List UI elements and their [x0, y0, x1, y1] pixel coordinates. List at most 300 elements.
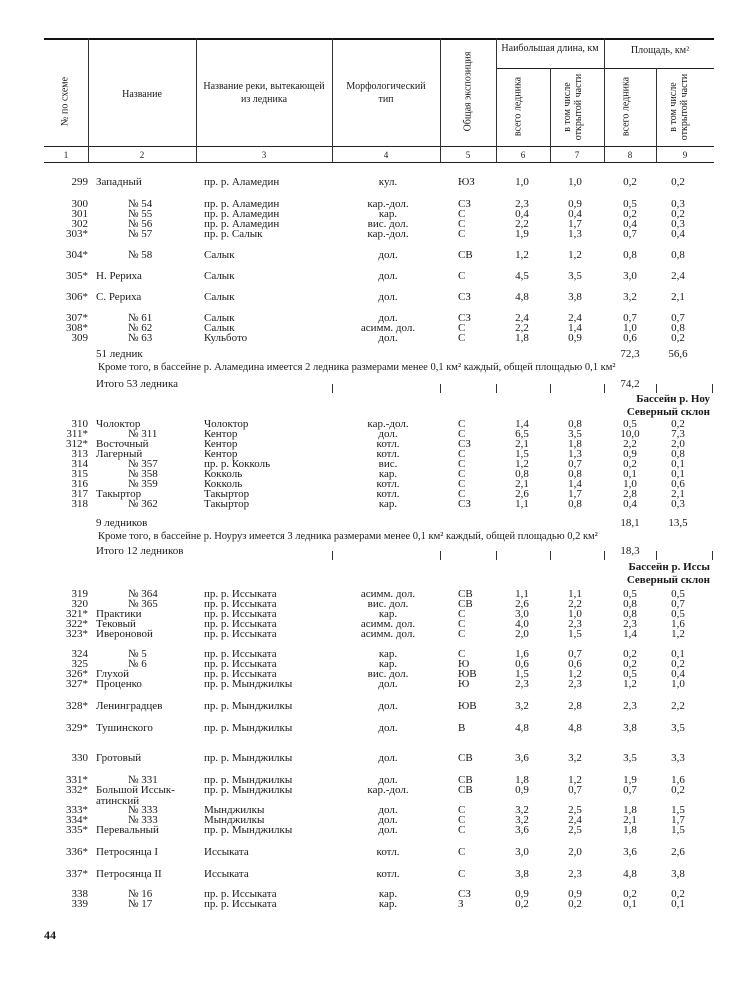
cell-type: котл.	[376, 438, 400, 450]
cell-area-open: 2,2	[671, 700, 685, 712]
cell-type: дол.	[378, 804, 398, 816]
cell-number: 336*	[66, 846, 88, 858]
total-row	[0, 545, 740, 557]
cell-name: Тушинского	[96, 722, 153, 734]
cell-name: № 311	[128, 428, 158, 440]
cell-number: 323*	[66, 628, 88, 640]
cell-type: кар.	[378, 898, 398, 910]
cell-name: Большой Иссык-	[96, 784, 175, 796]
table-row	[0, 784, 740, 807]
cell-area-open: 3,3	[671, 752, 685, 764]
cell-exposure: В	[458, 722, 466, 734]
cell-length: 3,0	[515, 846, 529, 858]
cell-name: Восточный	[96, 438, 149, 450]
summary-area: 72,3	[620, 348, 640, 360]
cell-exposure: С	[458, 428, 466, 440]
cell-area: 1,0	[623, 322, 637, 334]
cell-river: Салык	[204, 322, 235, 334]
cell-exposure: ЮВ	[458, 668, 477, 680]
summary-area: 18,1	[620, 517, 640, 529]
cell-number: 318	[71, 498, 88, 510]
header-col7: в том числе открытой части	[562, 73, 584, 141]
cell-area: 0,9	[623, 448, 637, 460]
cell-number: 311*	[66, 428, 88, 440]
total-row-separator	[550, 551, 551, 560]
cell-exposure: С	[458, 814, 466, 826]
cell-type: кар.	[378, 468, 398, 480]
cell-length: 1,6	[515, 648, 529, 660]
cell-length: 3,2	[515, 804, 529, 816]
cell-area-open: 0,2	[671, 658, 685, 670]
cell-name: № 56	[128, 218, 153, 230]
summary-area-open: 56,6	[668, 348, 688, 360]
cell-river: пр. р. Кокколь	[204, 458, 271, 470]
cell-name: № 63	[128, 332, 153, 344]
cell-length: 1,0	[515, 176, 529, 188]
cell-type: котл.	[376, 488, 400, 500]
cell-length: 1,2	[515, 249, 529, 261]
cell-area-open: 1,7	[671, 814, 685, 826]
cell-area: 0,1	[623, 468, 637, 480]
cell-number: 313	[71, 448, 88, 460]
summary-area-open: 13,5	[668, 517, 688, 529]
cell-area-open: 0,3	[671, 218, 685, 230]
cell-length: 1,8	[515, 774, 529, 786]
cell-area-open: 7,3	[671, 428, 685, 440]
table-row	[0, 628, 740, 640]
cell-length: 4,0	[515, 618, 529, 630]
cell-exposure: СВ	[458, 774, 473, 786]
cell-length-open: 2,5	[568, 824, 582, 836]
cell-number: 320	[71, 598, 88, 610]
cell-name: № 365	[128, 598, 158, 610]
cell-length: 1,9	[515, 228, 529, 240]
cell-area: 0,4	[623, 218, 637, 230]
cell-name: № 58	[128, 249, 153, 261]
cell-type: асимм. дол.	[360, 628, 416, 640]
cell-type: вис.	[378, 458, 398, 470]
cell-area: 2,3	[623, 618, 637, 630]
cell-type: вис. дол.	[367, 598, 409, 610]
cell-area: 0,8	[623, 249, 637, 261]
cell-name: № 55	[128, 208, 153, 220]
cell-length: 1,8	[515, 332, 529, 344]
cell-length: 6,5	[515, 428, 529, 440]
cell-area: 2,3	[623, 700, 637, 712]
cell-area-open: 0,6	[671, 478, 685, 490]
cell-number: 339	[71, 898, 88, 910]
cell-length: 3,0	[515, 608, 529, 620]
cell-area: 3,5	[623, 752, 637, 764]
cell-area-open: 0,3	[671, 198, 685, 210]
cell-area: 0,5	[623, 418, 637, 430]
total-row-separator	[656, 384, 657, 393]
slope-title: Северный склон	[626, 406, 710, 418]
cell-area: 0,2	[623, 648, 637, 660]
cell-type: кул.	[378, 176, 398, 188]
cell-exposure: С	[458, 332, 466, 344]
cell-length-open: 1,4	[568, 478, 582, 490]
cell-number: 322*	[66, 618, 88, 630]
cell-area-open: 0,4	[671, 668, 685, 680]
cell-name: Петросянца I	[96, 846, 159, 858]
cell-number: 302	[71, 218, 88, 230]
cell-name: Практики	[96, 608, 142, 620]
table-top-rule	[44, 38, 714, 40]
cell-area: 0,1	[623, 898, 637, 910]
cell-name: № 5	[128, 648, 147, 660]
cell-length: 2,2	[515, 218, 529, 230]
cell-exposure: СВ	[458, 752, 473, 764]
total-row-separator	[496, 384, 497, 393]
cell-area-open: 0,3	[671, 498, 685, 510]
cell-number: 324	[71, 648, 88, 660]
cell-river: пр. р. Иссыката	[204, 658, 277, 670]
cell-area-open: 1,5	[671, 824, 685, 836]
cell-length-open: 3,5	[568, 270, 582, 282]
cell-name: № 359	[128, 478, 158, 490]
cell-number: 334*	[66, 814, 88, 826]
cell-area: 1,4	[623, 628, 637, 640]
cell-river: Кокколь	[204, 468, 243, 480]
cell-name: Западный	[96, 176, 142, 188]
cell-number: 306*	[66, 291, 88, 303]
cell-length-open: 1,3	[568, 228, 582, 240]
cell-area-open: 1,6	[671, 618, 685, 630]
cell-length-open: 2,0	[568, 846, 582, 858]
total-area: 18,3	[620, 545, 640, 557]
header-col3: Название реки, вытекающей из ледника	[203, 81, 325, 105]
cell-area: 0,8	[623, 598, 637, 610]
total-row-separator	[550, 384, 551, 393]
cell-length-open: 1,2	[568, 249, 582, 261]
cell-area: 3,6	[623, 846, 637, 858]
cell-type: котл.	[376, 478, 400, 490]
cell-area: 1,9	[623, 774, 637, 786]
cell-length-open: 1,5	[568, 628, 582, 640]
cell-length-open: 2,2	[568, 598, 582, 610]
cell-exposure: СЗ	[458, 291, 471, 303]
cell-area: 0,7	[623, 312, 637, 324]
cell-length: 3,6	[515, 824, 529, 836]
total-row-separator	[332, 551, 333, 560]
cell-type: асимм. дол.	[360, 588, 416, 600]
cell-river: пр. р. Мынджилкы	[204, 678, 293, 690]
basin-title: Бассейн р. Иссы	[628, 561, 710, 573]
cell-length-open: 1,7	[568, 218, 582, 230]
cell-exposure: С	[458, 418, 466, 430]
cell-river: Мынджилкы	[204, 814, 265, 826]
cell-exposure: С	[458, 458, 466, 470]
cell-exposure: С	[458, 608, 466, 620]
cell-length-open: 2,3	[568, 618, 582, 630]
cell-length-open: 3,5	[568, 428, 582, 440]
cell-area-open: 2,0	[671, 438, 685, 450]
cell-river: Иссыката	[204, 846, 249, 858]
cell-number: 337*	[66, 868, 88, 880]
cell-number: 315	[71, 468, 88, 480]
cell-number: 335*	[66, 824, 88, 836]
col-divider	[550, 68, 551, 162]
cell-length-open: 1,8	[568, 438, 582, 450]
cell-type: дол.	[378, 814, 398, 826]
cell-length-open: 0,9	[568, 888, 582, 900]
cell-area-open: 1,0	[671, 678, 685, 690]
cell-name: Гротовый	[96, 752, 142, 764]
cell-name: № 364	[128, 588, 158, 600]
table-row	[0, 228, 740, 240]
cell-length: 2,4	[515, 312, 529, 324]
cell-length-open: 0,9	[568, 332, 582, 344]
cell-length: 1,5	[515, 668, 529, 680]
total-label: Итого 53 ледника	[96, 378, 179, 390]
cell-name: Петросянца II	[96, 868, 162, 880]
cell-type: дол.	[378, 752, 398, 764]
total-row-separator	[496, 551, 497, 560]
cell-area: 0,5	[623, 588, 637, 600]
cell-length-open: 0,2	[568, 898, 582, 910]
cell-number: 308*	[66, 322, 88, 334]
column-number: 7	[574, 150, 580, 160]
cell-number: 316	[71, 478, 88, 490]
total-row-separator	[332, 384, 333, 393]
cell-length: 2,6	[515, 488, 529, 500]
cell-number: 310	[71, 418, 88, 430]
cell-exposure: С	[458, 228, 466, 240]
cell-river: пр. р. Иссыката	[204, 668, 277, 680]
cell-length: 2,3	[515, 198, 529, 210]
cell-number: 317	[71, 488, 88, 500]
cell-area: 1,8	[623, 824, 637, 836]
cell-area: 0,2	[623, 458, 637, 470]
cell-type: кар.	[378, 658, 398, 670]
cell-exposure: СЗ	[458, 438, 471, 450]
cell-area: 0,8	[623, 608, 637, 620]
cell-area: 3,2	[623, 291, 637, 303]
cell-number: 314	[71, 458, 88, 470]
cell-area-open: 0,1	[671, 898, 685, 910]
footnote: Кроме того, в бассейне р. Ноуруз имеется 3 ледника размерами менее 0,1 км² каждый, общей площадью 0,2 км²	[98, 531, 598, 542]
cell-river: Кульбото	[204, 332, 248, 344]
column-number: 9	[682, 150, 688, 160]
cell-area: 0,7	[623, 228, 637, 240]
cell-type: асимм. дол.	[360, 618, 416, 630]
header-col9: в том числе открытой части	[668, 73, 690, 141]
cell-river: Кентор	[204, 438, 238, 450]
cell-length-open: 1,0	[568, 608, 582, 620]
cell-river: пр. р. Аламедин	[204, 198, 280, 210]
cell-length: 2,1	[515, 478, 529, 490]
cell-name: № 362	[128, 498, 158, 510]
cell-length-open: 2,4	[568, 814, 582, 826]
cell-length: 0,8	[515, 468, 529, 480]
total-area: 74,2	[620, 378, 640, 390]
cell-length: 4,8	[515, 722, 529, 734]
cell-type: дол.	[378, 824, 398, 836]
cell-river: пр. р. Иссыката	[204, 648, 277, 660]
cell-area-open: 3,8	[671, 868, 685, 880]
cell-exposure: С	[458, 618, 466, 630]
cell-name: Тековый	[96, 618, 136, 630]
cell-name: № 6	[128, 658, 147, 670]
cell-exposure: СВ	[458, 784, 473, 796]
cell-area: 1,8	[623, 804, 637, 816]
slope-title: Северный склон	[626, 574, 710, 586]
cell-name: Проценко	[96, 678, 142, 690]
cell-length-open: 0,8	[568, 498, 582, 510]
cell-area-open: 0,2	[671, 888, 685, 900]
cell-number: 331*	[66, 774, 88, 786]
cell-length: 4,5	[515, 270, 529, 282]
column-number: 3	[261, 150, 267, 160]
cell-river: Такыртор	[204, 488, 250, 500]
cell-exposure: СВ	[458, 588, 473, 600]
cell-type: котл.	[376, 448, 400, 460]
cell-area: 2,1	[623, 814, 637, 826]
cell-exposure: СЗ	[458, 198, 471, 210]
total-row	[0, 378, 740, 390]
cell-river: пр. р. Аламедин	[204, 176, 280, 188]
cell-area-open: 0,1	[671, 648, 685, 660]
cell-number: 299	[71, 176, 88, 188]
cell-number: 309	[71, 332, 88, 344]
cell-name: Ленинградцев	[96, 700, 163, 712]
cell-exposure: С	[458, 468, 466, 480]
header-bottom-rule	[44, 146, 714, 147]
column-number: 5	[465, 150, 471, 160]
cell-number: 303*	[66, 228, 88, 240]
cell-length-open: 3,2	[568, 752, 582, 764]
cell-river: пр. р. Иссыката	[204, 618, 277, 630]
cell-length-open: 0,8	[568, 418, 582, 430]
cell-length-open: 2,3	[568, 868, 582, 880]
cell-type: дол.	[378, 249, 398, 261]
cell-length-open: 4,8	[568, 722, 582, 734]
table-row	[0, 868, 740, 880]
header-area-group: Площадь, км²	[630, 45, 690, 56]
cell-name: № 61	[128, 312, 153, 324]
column-number: 4	[383, 150, 389, 160]
cell-number: 325	[71, 658, 88, 670]
cell-area-open: 2,4	[671, 270, 685, 282]
cell-area-open: 0,5	[671, 588, 685, 600]
cell-area-open: 2,1	[671, 291, 685, 303]
cell-area-open: 2,1	[671, 488, 685, 500]
cell-number: 330	[71, 752, 88, 764]
cell-river: пр. р. Иссыката	[204, 598, 277, 610]
cell-length-open: 0,7	[568, 648, 582, 660]
cell-exposure: СЗ	[458, 312, 471, 324]
table-row	[0, 176, 740, 188]
table-row	[0, 824, 740, 836]
cell-length: 2,1	[515, 438, 529, 450]
cell-type: вис. дол.	[367, 668, 409, 680]
cell-type: дол.	[378, 774, 398, 786]
cell-river: Салык	[204, 270, 235, 282]
cell-length-open: 2,3	[568, 678, 582, 690]
col-divider	[496, 38, 497, 162]
cell-type: дол.	[378, 700, 398, 712]
cell-area: 10,0	[620, 428, 640, 440]
cell-exposure: С	[458, 804, 466, 816]
cell-exposure: С	[458, 218, 466, 230]
cell-name: С. Рериха	[96, 291, 142, 303]
cell-type: вис. дол.	[367, 218, 409, 230]
table-row	[0, 332, 740, 344]
cell-number: 301	[71, 208, 88, 220]
cell-area-open: 0,8	[671, 322, 685, 334]
cell-river: Мынджилкы	[204, 804, 265, 816]
cell-river: пр. р. Мынджилкы	[204, 752, 293, 764]
cell-area: 0,2	[623, 658, 637, 670]
cell-type: кар.	[378, 608, 398, 620]
cell-river: Иссыката	[204, 868, 249, 880]
cell-name: Перевальный	[96, 824, 159, 836]
header-col2: Название	[122, 89, 162, 100]
cell-exposure: Ю	[458, 658, 470, 670]
column-number: 1	[63, 150, 69, 160]
cell-length-open: 1,7	[568, 488, 582, 500]
cell-type: дол.	[378, 291, 398, 303]
cell-length-open: 0,6	[568, 658, 582, 670]
cell-area-open: 0,2	[671, 332, 685, 344]
cell-number: 304*	[66, 249, 88, 261]
cell-length: 1,4	[515, 418, 529, 430]
cell-river: пр. р. Иссыката	[204, 898, 277, 910]
cell-length: 0,6	[515, 658, 529, 670]
cell-length-open: 1,0	[568, 176, 582, 188]
cell-river: пр. р. Аламедин	[204, 218, 280, 230]
cell-river: Кентор	[204, 448, 238, 460]
cell-name: № 57	[128, 228, 153, 240]
cell-area: 1,0	[623, 478, 637, 490]
cell-river: Кокколь	[204, 478, 243, 490]
cell-area: 0,5	[623, 198, 637, 210]
cell-area-open: 0,7	[671, 312, 685, 324]
col-divider	[604, 38, 605, 162]
cell-type: дол.	[378, 678, 398, 690]
summary-row	[0, 348, 740, 360]
cell-length-open: 2,8	[568, 700, 582, 712]
cell-river: пр. р. Мынджилкы	[204, 774, 293, 786]
cell-area-open: 1,2	[671, 628, 685, 640]
cell-type: кар.	[378, 888, 398, 900]
cell-area: 2,8	[623, 488, 637, 500]
table-row	[0, 700, 740, 712]
cell-name: Чолоктор	[96, 418, 141, 430]
cell-name: № 357	[128, 458, 158, 470]
cell-river: Салык	[204, 249, 235, 261]
cell-exposure: С	[458, 628, 466, 640]
cell-number: 332*	[66, 784, 88, 796]
cell-name: Ивероновой	[96, 628, 153, 640]
cell-river: пр. р. Аламедин	[204, 208, 280, 220]
cell-number: 321*	[66, 608, 88, 620]
col-divider	[440, 38, 441, 162]
cell-length: 1,1	[515, 498, 529, 510]
cell-type: кар.-дол.	[367, 228, 409, 240]
table-row	[0, 270, 740, 282]
cell-area-open: 0,4	[671, 228, 685, 240]
cell-area-open: 1,6	[671, 774, 685, 786]
cell-length: 2,3	[515, 678, 529, 690]
cell-number: 333*	[66, 804, 88, 816]
cell-type: дол.	[378, 428, 398, 440]
cell-type: кар.	[378, 648, 398, 660]
cell-area: 2,2	[623, 438, 637, 450]
cell-length-open: 0,7	[568, 784, 582, 796]
cell-type: котл.	[376, 846, 400, 858]
